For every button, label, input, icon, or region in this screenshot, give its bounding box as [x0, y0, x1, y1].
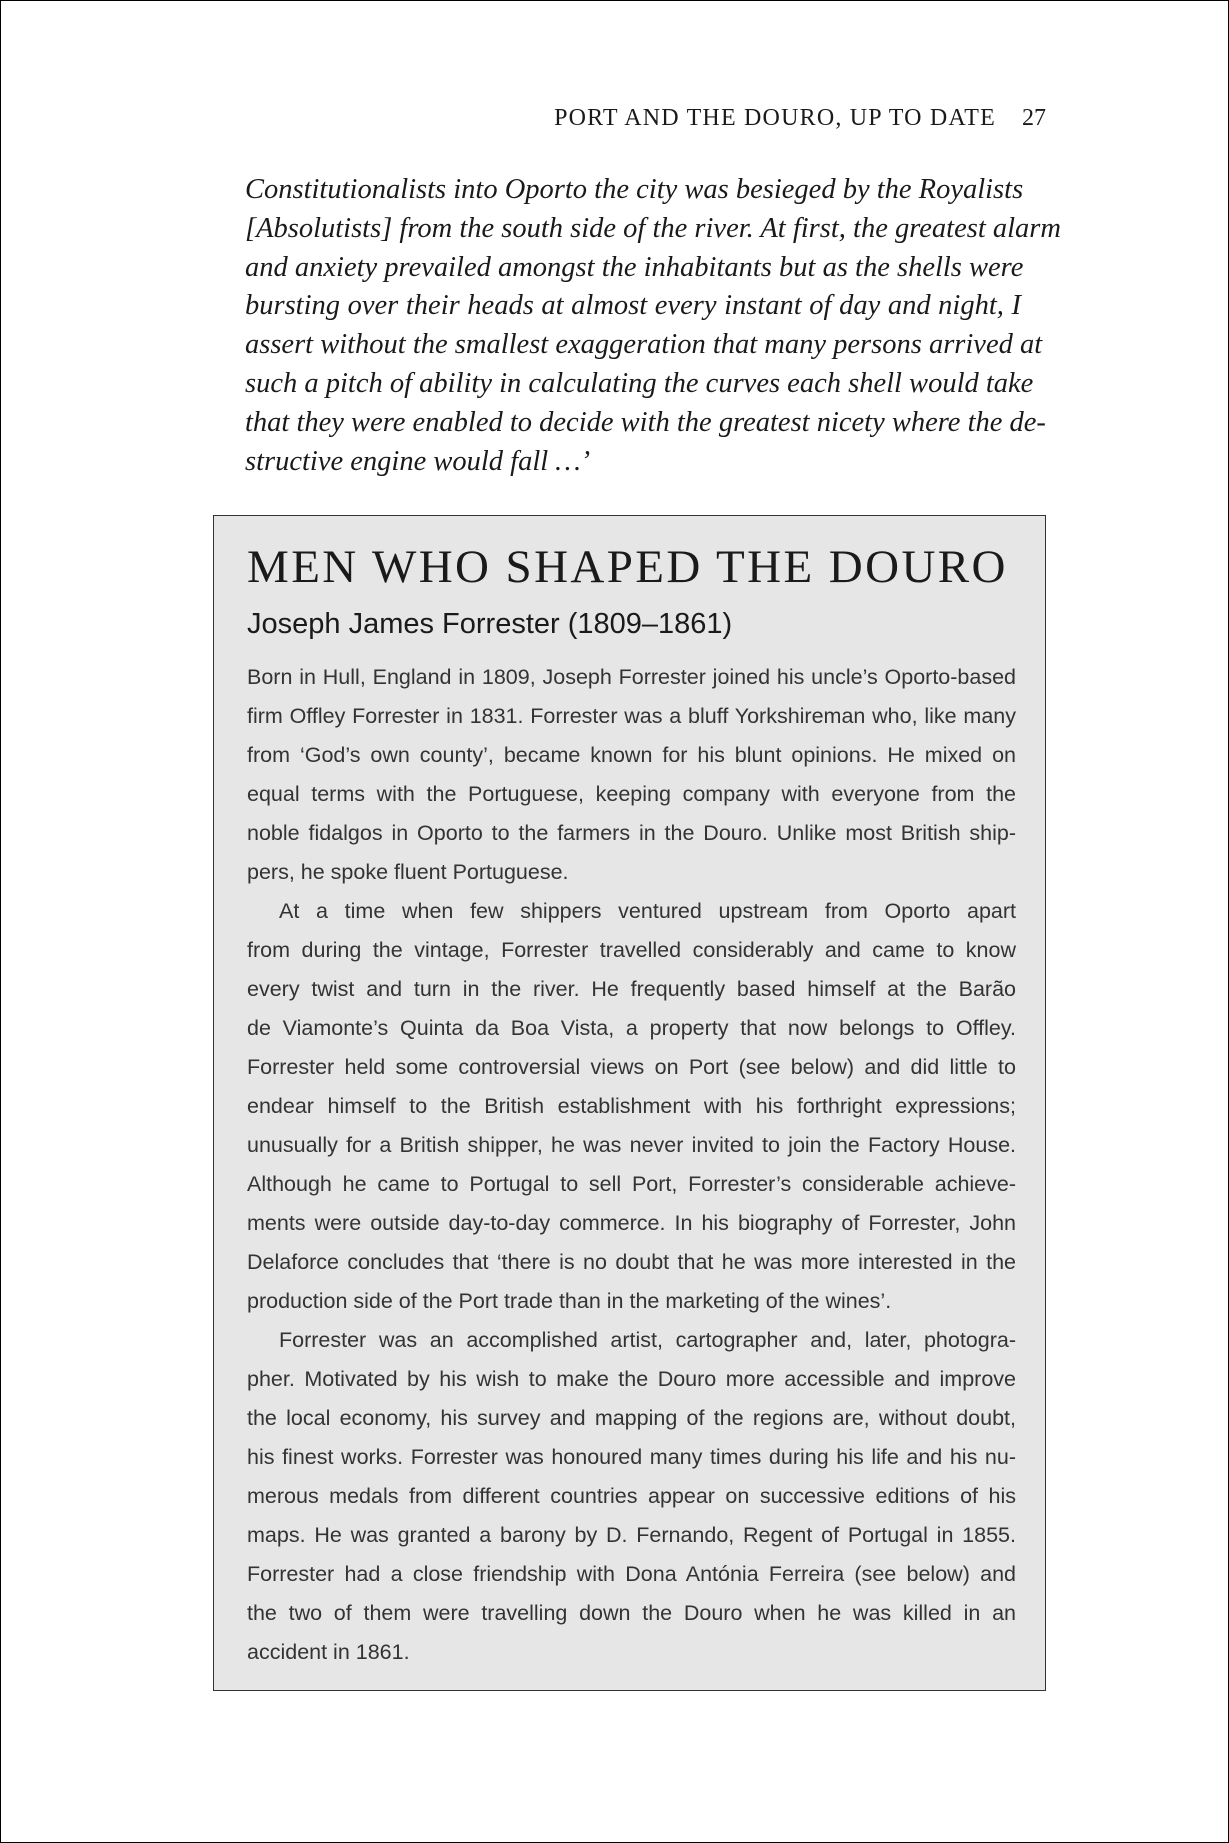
quote-line: that they were enabled to decide with the greatest nicety where the de-: [245, 406, 1046, 438]
sidebar-body: [247, 658, 1016, 1672]
body-line: ments were outside day-to-day commerce. In his biography of Forrester, John: [247, 1211, 1016, 1235]
quote-line: and anxiety prevailed amongst the inhabitants but as the shells were: [245, 251, 1024, 283]
body-line: endear himself to the British establishment with his forthright expressions;: [247, 1094, 1016, 1118]
body-line: pers, he spoke fluent Portuguese.: [247, 860, 569, 884]
body-line: Forrester held some controversial views on Port (see below) and did little to: [247, 1055, 1016, 1079]
body-line: his finest works. Forrester was honoured many times during his life and his nu-: [247, 1445, 1016, 1469]
body-line: equal terms with the Portuguese, keeping company with everyone from the: [247, 782, 1016, 806]
body-line: the two of them were travelling down the Douro when he was killed in an: [247, 1601, 1016, 1625]
quote-line: [Absolutists] from the south side of the river. At first, the greatest alarm: [245, 212, 1061, 244]
body-line: from during the vintage, Forrester travelled considerably and came to know: [247, 938, 1016, 962]
quote-line: structive engine would fall …’: [245, 445, 591, 477]
body-line: every twist and turn in the river. He frequently based himself at the Barão: [247, 977, 1016, 1001]
body-line: At a time when few shippers ventured upstream from Oporto apart: [279, 899, 1016, 923]
body-line: production side of the Port trade than in the marketing of the wines’.: [247, 1289, 892, 1313]
body-line: pher. Motivated by his wish to make the Douro more accessible and improve: [247, 1367, 1016, 1391]
body-line: firm Offley Forrester in 1831. Forrester was a bluff Yorkshireman who, like many: [247, 704, 1016, 728]
quote-line: bursting over their heads at almost every instant of day and night, I: [245, 290, 1021, 322]
paragraph-3: [247, 1321, 1016, 1672]
body-line: unusually for a British shipper, he was never invited to join the Factory House.: [247, 1133, 1016, 1157]
quotation-block: [245, 171, 1061, 481]
running-header: [554, 105, 1046, 132]
sidebar-title: MEN WHO SHAPED THE DOURO: [247, 541, 1008, 593]
body-line: maps. He was granted a barony by D. Fernando, Regent of Portugal in 1855.: [247, 1523, 1016, 1547]
body-line: from ‘God’s own county’, became known for his blunt opinions. He mixed on: [247, 743, 1016, 767]
paragraph-2: [247, 892, 1016, 1321]
body-line: Born in Hull, England in 1809, Joseph Forrester joined his uncle’s Oporto-based: [247, 665, 1016, 689]
quote-line: Constitutionalists into Oporto the city was besieged by the Royalists: [245, 174, 1024, 205]
body-line: Delaforce concludes that ‘there is no doubt that he was more interested in the: [247, 1250, 1016, 1274]
body-line: Although he came to Portugal to sell Port, Forrester’s considerable achieve-: [247, 1172, 1016, 1196]
body-line: Forrester had a close friendship with Dona Antónia Ferreira (see below) and: [247, 1562, 1016, 1586]
page-number: 27: [1022, 105, 1046, 131]
body-line: accident in 1861.: [247, 1640, 410, 1664]
body-line: the local economy, his survey and mapping of the regions are, without doubt,: [247, 1406, 1016, 1430]
body-line: de Viamonte’s Quinta da Boa Vista, a property that now belongs to Offley.: [247, 1016, 1016, 1040]
body-line: merous medals from different countries appear on successive editions of his: [247, 1484, 1016, 1508]
body-line: Forrester was an accomplished artist, cartographer and, later, photogra-: [279, 1328, 1016, 1352]
quote-line: assert without the smallest exaggeration that many persons arrived at: [245, 329, 1043, 361]
paragraph-1: [247, 658, 1016, 892]
quote-line: such a pitch of ability in calculating the curves each shell would take: [245, 367, 1034, 399]
running-title: PORT AND THE DOURO, UP TO DATE: [554, 105, 996, 131]
sidebar-box: [213, 515, 1046, 1691]
sidebar-subtitle: Joseph James Forrester (1809–1861): [247, 608, 733, 640]
body-line: noble fidalgos in Oporto to the farmers in the Douro. Unlike most British ship-: [247, 821, 1016, 845]
